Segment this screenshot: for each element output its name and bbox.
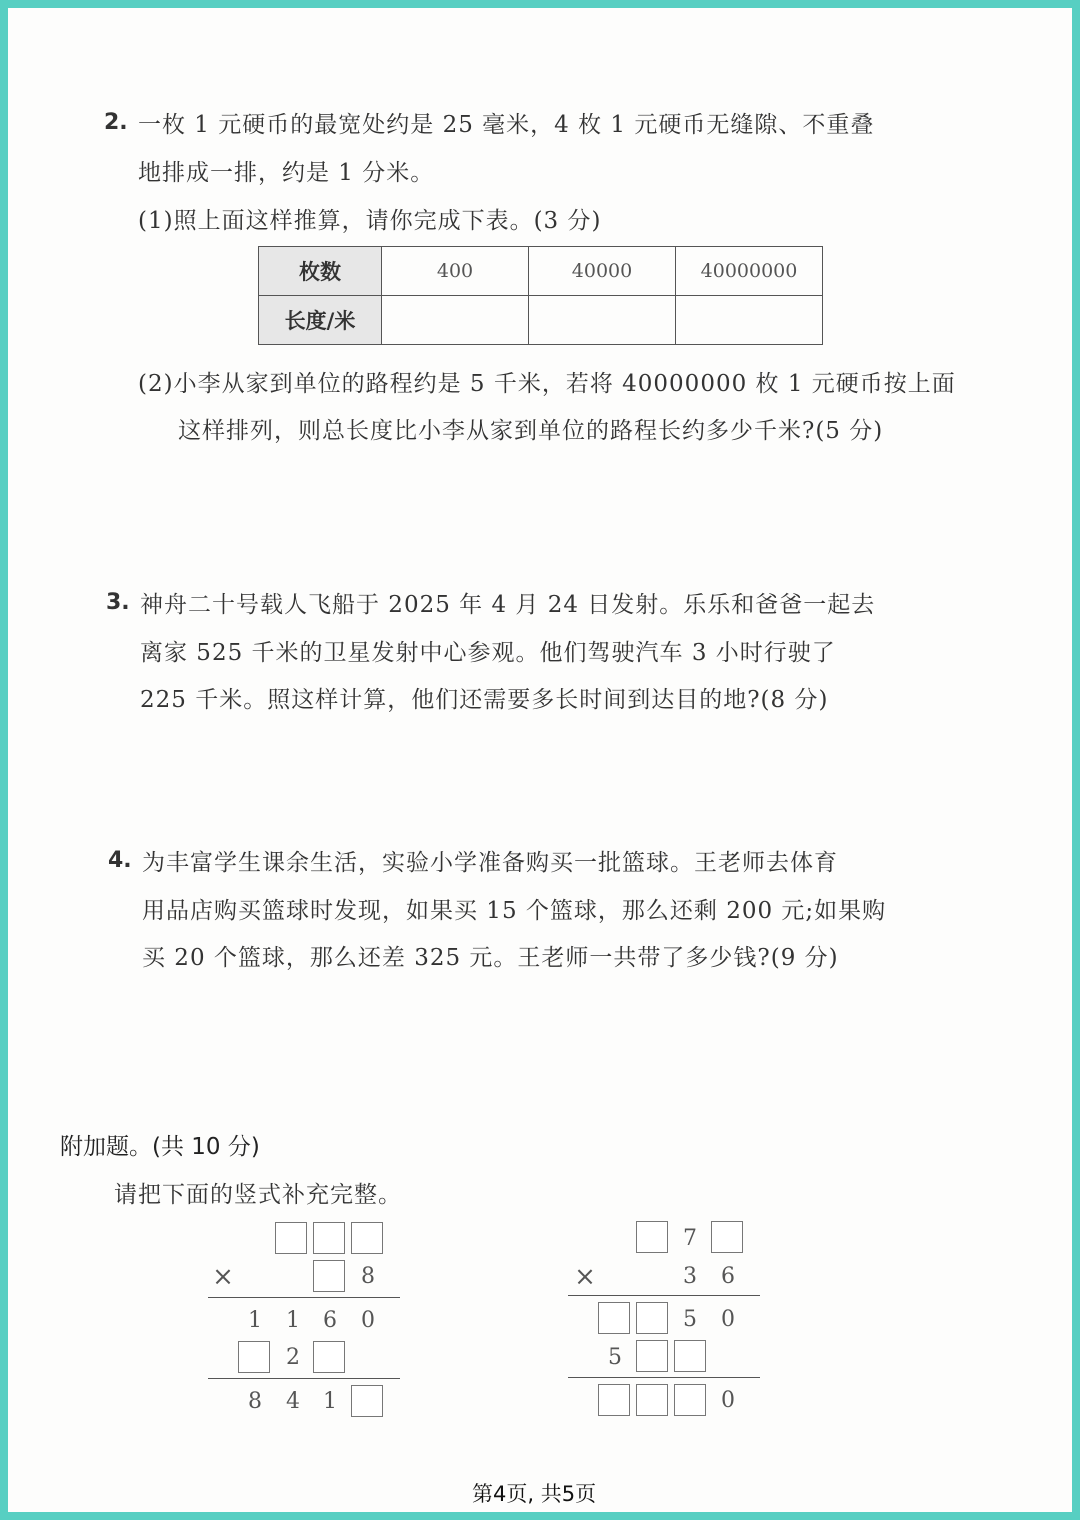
digit: 5 xyxy=(608,1345,622,1370)
digit: 8 xyxy=(248,1389,262,1414)
table-cell-count-2: 40000 xyxy=(529,247,676,296)
question-2-part-1: (1)照上面这样推算，请你完成下表。(3 分) xyxy=(138,208,602,234)
bonus-instruction: 请把下面的竖式补充完整。 xyxy=(114,1182,402,1208)
blank-box[interactable] xyxy=(636,1221,668,1253)
table-row-length xyxy=(259,296,823,345)
digit: 6 xyxy=(323,1308,337,1333)
blank-box[interactable] xyxy=(351,1222,383,1254)
rule-line xyxy=(208,1297,400,1298)
table-answer-cell-3[interactable] xyxy=(676,296,823,345)
digit: 0 xyxy=(721,1307,735,1332)
digit: 0 xyxy=(361,1308,375,1333)
table-header-length: 长度/米 xyxy=(259,296,382,345)
blank-box[interactable] xyxy=(598,1384,630,1416)
blank-box[interactable] xyxy=(636,1384,668,1416)
digit: 6 xyxy=(721,1264,735,1289)
question-3-line-1: 神舟二十号载人飞船于 2025 年 4 月 24 日发射。乐乐和爸爸一起去 xyxy=(140,592,876,618)
digit: 7 xyxy=(683,1226,697,1251)
question-2-line-1: 一枚 1 元硬币的最宽处约是 25 毫米，4 枚 1 元硬币无缝隙、不重叠 xyxy=(138,112,875,138)
rule-line xyxy=(568,1295,760,1296)
page-footer: 第4页, 共5页 xyxy=(472,1482,597,1506)
blank-box[interactable] xyxy=(674,1384,706,1416)
blank-box[interactable] xyxy=(674,1340,706,1372)
question-2-number: 2. xyxy=(104,110,128,135)
worksheet-page xyxy=(8,8,1072,1512)
digit: 2 xyxy=(286,1345,300,1370)
table-answer-cell-2[interactable] xyxy=(529,296,676,345)
times-sign: × xyxy=(574,1262,596,1292)
question-4-line-1: 为丰富学生课余生活，实验小学准备购买一批篮球。王老师去体育 xyxy=(142,850,838,876)
digit: 1 xyxy=(248,1308,262,1333)
digit: 1 xyxy=(286,1308,300,1333)
question-3-number: 3. xyxy=(106,590,130,615)
table-header-count: 枚数 xyxy=(259,247,382,296)
blank-box[interactable] xyxy=(238,1341,270,1373)
rule-line xyxy=(568,1377,760,1378)
question-4-line-2: 用品店购买篮球时发现，如果买 15 个篮球，那么还剩 200 元;如果购 xyxy=(142,898,887,924)
table-cell-count-1: 400 xyxy=(382,247,529,296)
blank-box[interactable] xyxy=(313,1222,345,1254)
blank-box[interactable] xyxy=(313,1341,345,1373)
blank-box[interactable] xyxy=(636,1302,668,1334)
question-2-part-2-line-1: (2)小李从家到单位的路程约是 5 千米，若将 40000000 枚 1 元硬币按上面 xyxy=(138,371,956,397)
blank-box[interactable] xyxy=(711,1221,743,1253)
digit: 0 xyxy=(721,1388,735,1413)
question-2-line-2: 地排成一排，约是 1 分米。 xyxy=(138,160,435,186)
question-3-line-3: 225 千米。照这样计算，他们还需要多长时间到达目的地?(8 分) xyxy=(140,687,829,713)
coin-table xyxy=(258,246,823,345)
table-cell-count-3: 40000000 xyxy=(676,247,823,296)
digit: 8 xyxy=(361,1264,375,1289)
digit: 5 xyxy=(683,1307,697,1332)
blank-box[interactable] xyxy=(275,1222,307,1254)
question-4-line-3: 买 20 个篮球，那么还差 325 元。王老师一共带了多少钱?(9 分) xyxy=(142,945,839,971)
rule-line xyxy=(208,1378,400,1379)
blank-box[interactable] xyxy=(636,1340,668,1372)
question-4-number: 4. xyxy=(108,848,132,873)
blank-box[interactable] xyxy=(598,1302,630,1334)
blank-box[interactable] xyxy=(351,1385,383,1417)
bonus-title: 附加题。(共 10 分) xyxy=(60,1134,260,1160)
digit: 4 xyxy=(286,1389,300,1414)
digit: 3 xyxy=(683,1264,697,1289)
table-answer-cell-1[interactable] xyxy=(382,296,529,345)
question-3-line-2: 离家 525 千米的卫星发射中心参观。他们驾驶汽车 3 小时行驶了 xyxy=(140,640,836,666)
question-2-part-2-line-2: 这样排列，则总长度比小李从家到单位的路程长约多少千米?(5 分) xyxy=(178,418,884,444)
digit: 1 xyxy=(323,1389,337,1414)
times-sign: × xyxy=(212,1262,234,1292)
table-row-count xyxy=(259,247,823,296)
blank-box[interactable] xyxy=(313,1260,345,1292)
